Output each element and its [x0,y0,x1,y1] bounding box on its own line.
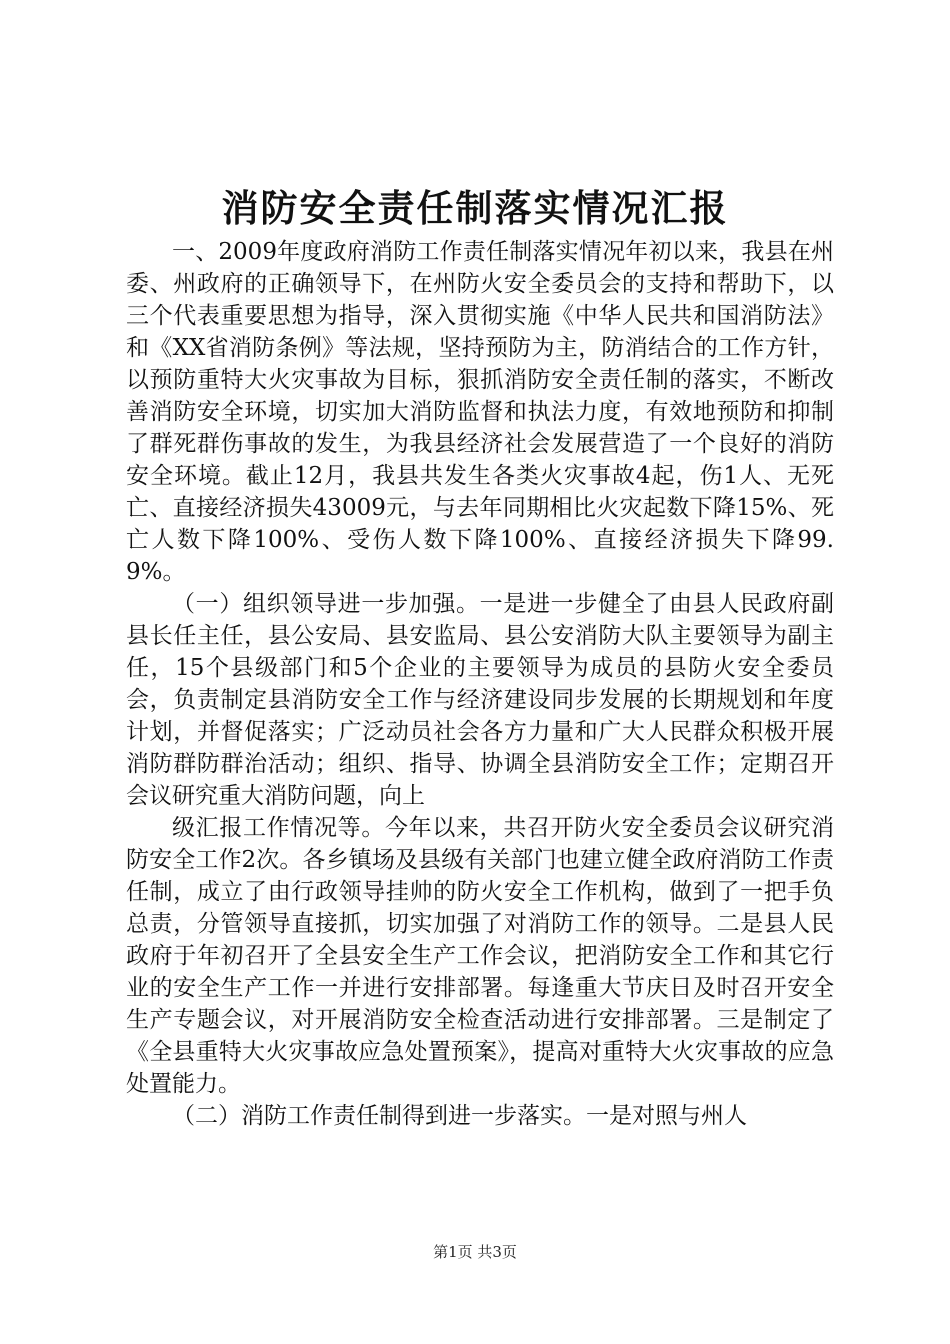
paragraph-1: 一、2009年度政府消防工作责任制落实情况年初以来，我县在州委、州政府的正确领导下，在州防火安全委员会的支持和帮助下，以三个代表重要思想为指导，深入贯彻实施《中华人民共和国消防法》和《XX省消防条例》等法规，坚持预防为主，防消结合的工作方针，以预防重特大火灾事故为目标，狠抓消防安全责任制的落实，不断改善消防安全环境，切实加大消防监督和执法力度，有效地预防和抑制了群死群伤事故的发生，为我县经济社会发展营造了一个良好的消防安全环境。截止12月，我县共发生各类火灾事故4起，伤1人、无死亡、直接经济损失43009元，与去年同期相比火灾起数下降15%、死亡人数下降100%、受伤人数下降100%、直接经济损失下降99.9%。 [126,239,834,585]
paragraph-4: （二）消防工作责任制得到进一步落实。一是对照与州人 [172,1103,747,1129]
paragraph-3: 级汇报工作情况等。今年以来，共召开防火安全委员会议研究消防安全工作2次。各乡镇场及县级有关部门也建立健全政府消防工作责任制，成立了由行政领导挂帅的防火安全工作机构，做到了一把手负总责，分管领导直接抓，切实加强了对消防工作的领导。二是县人民政府于年初召开了全县安全生产工作会议，把消防安全工作和其它行业的安全生产工作一并进行安排部署。每逢重大节庆日及时召开安全生产专题会议，对开展消防安全检查活动进行安排部署。三是制定了《全县重特大火灾事故应急处置预案》，提高对重特大火灾事故的应急处置能力。 [126,815,834,1097]
document-title: 消防安全责任制落实情况汇报 [221,186,729,230]
document-body [126,236,834,1132]
page-footer: 第1页 共3页 [433,1243,517,1261]
paragraph-2: （一）组织领导进一步加强。一是进一步健全了由县人民政府副县长任主任，县公安局、县安监局、县公安消防大队主要领导为副主任，15个县级部门和5个企业的主要领导为成员的县防火安全委员会，负责制定县消防安全工作与经济建设同步发展的长期规划和年度计划，并督促落实；广泛动员社会各方力量和广大人民群众积极开展消防群防群治活动；组织、指导、协调全县消防安全工作；定期召开会议研究重大消防问题，向上 [126,591,834,809]
